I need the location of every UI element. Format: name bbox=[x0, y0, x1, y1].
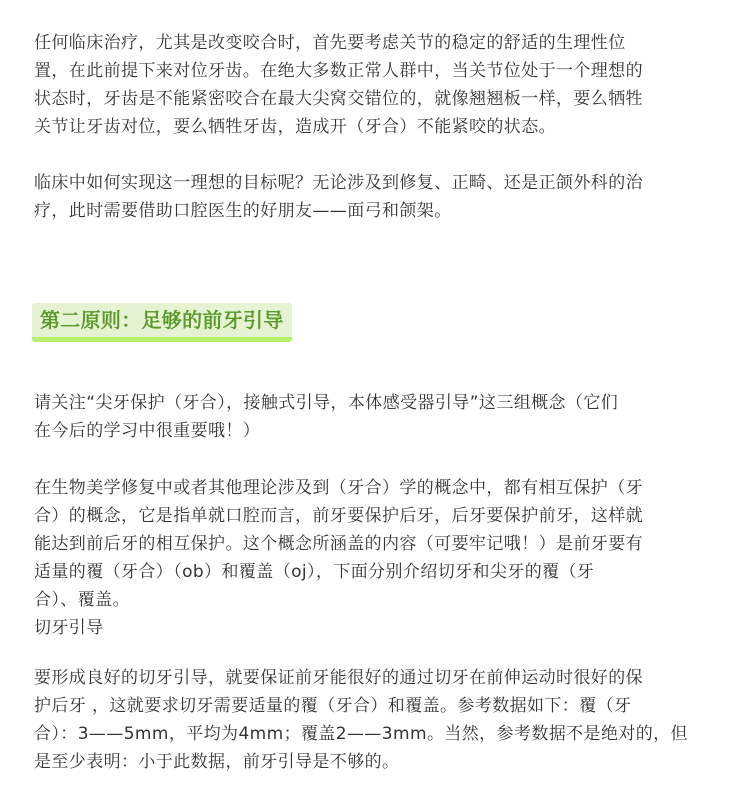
paragraph-incisor-guidance bbox=[34, 664, 704, 776]
text-line: 请关注“尖牙保护（牙合），接触式引导，本体感受器引导”这三组概念（它们 bbox=[34, 393, 619, 413]
text-line: 要形成良好的切牙引导，就要保证前牙能很好的通过切牙在前伸运动时很好的保 bbox=[34, 668, 643, 688]
paragraph-facebow-articulator bbox=[34, 169, 704, 225]
text-line: 任何临床治疗，尤其是改变咬合时，首先要考虑关节的稳定的舒适的生理性位 bbox=[34, 33, 626, 53]
paragraph-mutual-protection bbox=[34, 474, 704, 642]
text-line: 合）、覆盖。 bbox=[34, 590, 130, 610]
text-line: 适量的覆（牙合）（ob）和覆盖（oj），下面分别介绍切牙和尖牙的覆（牙 bbox=[34, 562, 595, 582]
paragraph-occlusion-stability bbox=[34, 29, 704, 141]
text-line: 疗，此时需要借助口腔医生的好朋友——面弓和颌架。 bbox=[34, 201, 452, 221]
text-line: 在今后的学习中很重要哦！） bbox=[34, 421, 261, 441]
section-heading bbox=[32, 303, 292, 342]
text-line: 置，在此前提下来对位牙齿。在绝大多数正常人群中，当关节位处于一个理想的 bbox=[34, 61, 643, 81]
subheading-incisor-guidance: 切牙引导 bbox=[34, 618, 104, 638]
section-heading-text: 第二原则：足够的前牙引导 bbox=[40, 308, 284, 332]
text-line: 能达到前后牙的相互保护。这个概念所涵盖的内容（可要牢记哦！）是前牙要有 bbox=[34, 534, 643, 554]
text-line: 状态时，牙齿是不能紧密咬合在最大尖窝交错位的，就像翘翘板一样，要么牺牲 bbox=[34, 89, 643, 109]
text-line: 护后牙 ，这就要求切牙需要适量的覆（牙合）和覆盖。参考数据如下：覆（牙 bbox=[34, 696, 632, 716]
text-line: 在生物美学修复中或者其他理论涉及到（牙合）学的概念中，都有相互保护（牙 bbox=[34, 478, 643, 498]
text-line: 是至少表明：小于此数据，前牙引导是不够的。 bbox=[34, 752, 400, 772]
paragraph-concepts-note bbox=[34, 389, 704, 445]
text-line: 关节让牙齿对位，要么牺牲牙齿，造成开（牙合）不能紧咬的状态。 bbox=[34, 117, 556, 137]
text-line: 临床中如何实现这一理想的目标呢？无论涉及到修复、正畸、还是正颌外科的治 bbox=[34, 173, 643, 193]
text-line: 合）：3——5mm，平均为4mm；覆盖2——3mm。当然，参考数据不是绝对的，但 bbox=[34, 724, 688, 744]
text-line: 合）的概念，它是指单就口腔而言，前牙要保护后牙，后牙要保护前牙，这样就 bbox=[34, 506, 643, 526]
